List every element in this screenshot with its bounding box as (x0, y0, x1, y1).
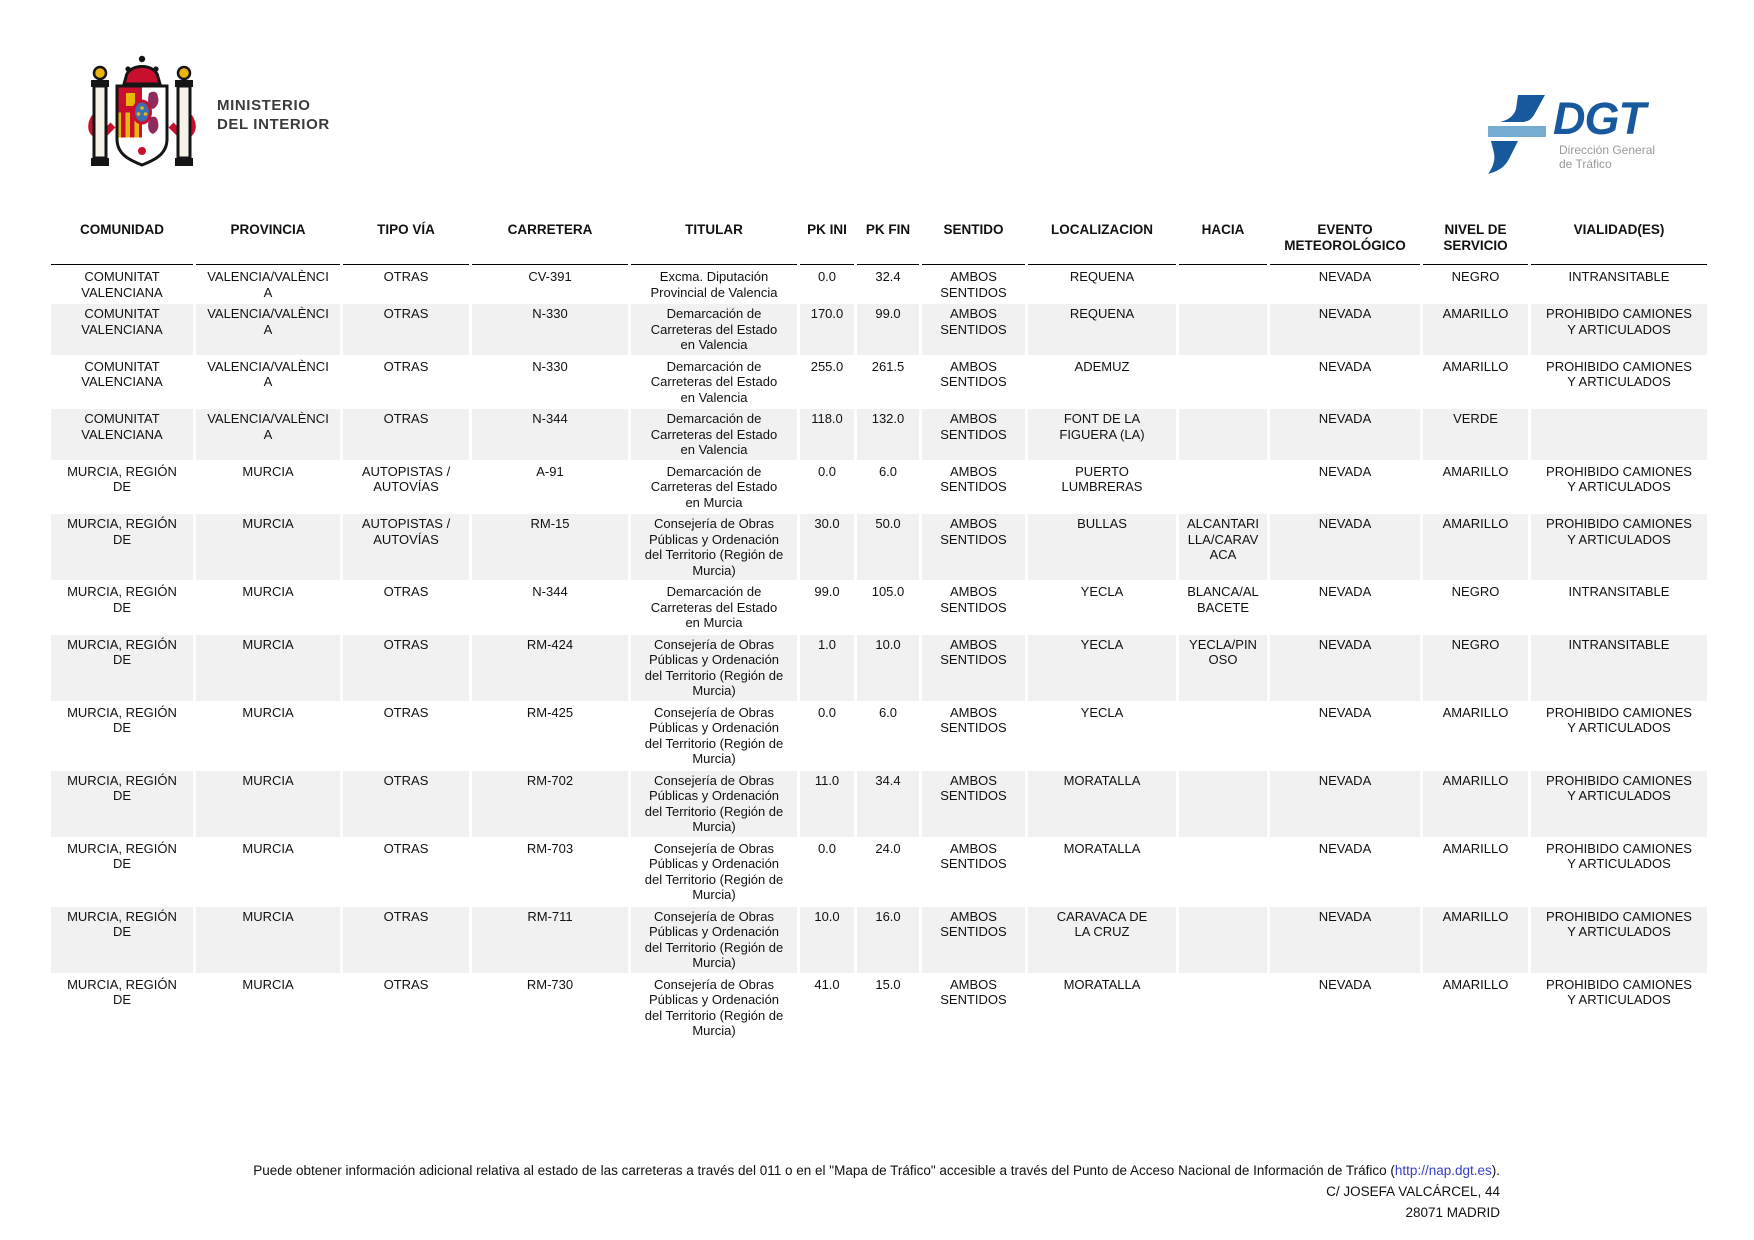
column-header-sentido: SENTIDO (922, 220, 1025, 265)
cell-carretera: RM-702 (472, 771, 628, 837)
cell-pk_fin: 24.0 (875, 840, 901, 856)
cell-pk_ini: 99.0 (814, 584, 840, 599)
cell-vialidad: PROHIBIDO CAMIONES Y ARTICULADOS (1546, 976, 1692, 1007)
cell-localizacion: REQUENA (1069, 269, 1135, 284)
cell-sentido: AMBOS SENTIDOS (940, 840, 1007, 871)
cell-comunidad: MURCIA, REGIÓN DE (51, 907, 193, 973)
dgt-road-icon (1488, 93, 1546, 180)
table-row (51, 839, 1707, 905)
table-row (51, 462, 1707, 513)
table-header-row (51, 220, 1707, 265)
cell-pk_ini: 1.0 (800, 635, 854, 701)
cell-provincia: VALENCIA/VALÈNCIA (196, 409, 340, 460)
cell-nivel: AMARILLO (1442, 358, 1509, 374)
cell-tipo_via: OTRAS (383, 840, 429, 856)
cell-pk_ini: 0.0 (817, 269, 837, 284)
table-row (51, 304, 1707, 355)
footer-info (48, 1160, 1500, 1181)
cell-provincia: MURCIA (242, 976, 294, 992)
cell-pk_ini: 41.0 (814, 976, 840, 992)
cell-titular: Consejería de Obras Públicas y Ordenación del Territorio (Región de Murcia) (631, 514, 797, 580)
cell-carretera: RM-425 (526, 704, 574, 720)
cell-nivel: AMARILLO (1442, 704, 1509, 720)
cell-pk_ini: 0.0 (817, 704, 837, 720)
column-header-tipo_via: TIPO VÍA (343, 220, 469, 265)
cell-localizacion: PUERTO LUMBRERAS (1061, 463, 1143, 494)
cell-pk_fin: 105.0 (871, 584, 905, 599)
cell-localizacion: REQUENA (1028, 304, 1176, 355)
cell-titular: Consejería de Obras Públicas y Ordenación del Territorio (Región de Murcia) (631, 771, 797, 837)
page-footer (48, 1160, 1500, 1223)
cell-titular: Demarcación de Carreteras del Estado en Murcia (650, 463, 778, 510)
cell-provincia: MURCIA (242, 840, 294, 856)
column-header-provincia: PROVINCIA (196, 220, 340, 265)
cell-hacia: YECLA/PINOSO (1179, 635, 1267, 701)
cell-localizacion: YECLA (1080, 584, 1124, 599)
cell-pk_fin: 6.0 (878, 704, 898, 720)
cell-provincia: MURCIA (196, 514, 340, 580)
cell-evento: NEVADA (1318, 463, 1372, 479)
dgt-subtitle-line2: de Tráfico (1559, 157, 1612, 171)
cell-evento: NEVADA (1270, 409, 1420, 460)
cell-provincia: MURCIA (196, 771, 340, 837)
cell-provincia: MURCIA (242, 584, 294, 599)
table-row (51, 267, 1707, 302)
dgt-logo (1488, 93, 1655, 180)
cell-titular: Consejería de Obras Públicas y Ordenación del Territorio (Región de Murcia) (644, 840, 784, 902)
footer-address-line2: 28071 MADRID (1405, 1205, 1500, 1220)
cell-comunidad: MURCIA, REGIÓN DE (51, 514, 193, 580)
cell-carretera: A-91 (536, 463, 564, 479)
cell-localizacion: YECLA (1028, 635, 1176, 701)
cell-comunidad: MURCIA, REGIÓN DE (67, 840, 177, 871)
cell-sentido: AMBOS SENTIDOS (940, 704, 1007, 735)
cell-carretera: RM-703 (526, 840, 574, 856)
table-row (51, 907, 1707, 973)
cell-localizacion: MORATALLA (1063, 976, 1141, 992)
cell-vialidad: PROHIBIDO CAMIONES Y ARTICULADOS (1531, 304, 1707, 355)
cell-pk_ini: 170.0 (800, 304, 854, 355)
cell-provincia: VALENCIA/VALÈNCIA (207, 269, 329, 300)
cell-localizacion: FONT DE LA FIGUERA (LA) (1028, 409, 1176, 460)
table-row (51, 635, 1707, 701)
cell-pk_fin: 16.0 (857, 907, 919, 973)
road-status-table (48, 218, 1710, 1043)
cell-pk_fin: 132.0 (857, 409, 919, 460)
cell-provincia: VALENCIA/VALÈNCIA (207, 358, 329, 389)
cell-localizacion: ADEMUZ (1074, 358, 1130, 374)
cell-provincia: MURCIA (242, 704, 294, 720)
cell-evento: NEVADA (1318, 840, 1372, 856)
cell-tipo_via: OTRAS (383, 584, 429, 599)
cell-tipo_via: OTRAS (383, 976, 429, 992)
cell-titular: Demarcación de Carreteras del Estado en Valencia (650, 358, 778, 405)
cell-titular: Consejería de Obras Públicas y Ordenación del Territorio (Región de Murcia) (631, 907, 797, 973)
cell-vialidad: PROHIBIDO CAMIONES Y ARTICULADOS (1546, 358, 1692, 389)
ministry-logo (87, 55, 197, 186)
cell-carretera: RM-15 (472, 514, 628, 580)
column-header-titular: TITULAR (631, 220, 797, 265)
cell-sentido: AMBOS SENTIDOS (940, 269, 1007, 300)
cell-titular: Demarcación de Carreteras del Estado en Valencia (631, 409, 797, 460)
cell-comunidad: MURCIA, REGIÓN DE (67, 584, 177, 615)
road-status-table-wrapper (48, 218, 1710, 1043)
cell-sentido: AMBOS SENTIDOS (922, 907, 1025, 973)
column-header-comunidad: COMUNIDAD (51, 220, 193, 265)
cell-carretera: N-344 (472, 409, 628, 460)
cell-evento: NEVADA (1318, 269, 1372, 284)
cell-localizacion: MORATALLA (1063, 840, 1141, 856)
cell-provincia: VALENCIA/VALÈNCIA (196, 304, 340, 355)
cell-nivel: AMARILLO (1423, 514, 1528, 580)
cell-pk_ini: 30.0 (800, 514, 854, 580)
cell-provincia: MURCIA (242, 463, 294, 479)
cell-comunidad: COMUNITAT VALENCIANA (51, 409, 193, 460)
cell-pk_fin: 6.0 (878, 463, 898, 479)
column-header-evento: EVENTO METEOROLÓGICO (1270, 220, 1420, 265)
cell-vialidad (1531, 409, 1707, 460)
cell-sentido: AMBOS SENTIDOS (940, 584, 1007, 615)
cell-carretera: N-330 (532, 358, 568, 374)
cell-carretera: RM-711 (472, 907, 628, 973)
footer-address-line1: C/ JOSEFA VALCÁRCEL, 44 (1326, 1184, 1500, 1199)
cell-evento: NEVADA (1318, 584, 1372, 599)
cell-vialidad: PROHIBIDO CAMIONES Y ARTICULADOS (1531, 771, 1707, 837)
footer-link[interactable]: http://nap.dgt.es (1394, 1163, 1492, 1178)
cell-nivel: AMARILLO (1423, 907, 1528, 973)
cell-hacia (1179, 771, 1267, 837)
cell-hacia (1179, 409, 1267, 460)
cell-evento: NEVADA (1318, 704, 1372, 720)
cell-localizacion: MORATALLA (1028, 771, 1176, 837)
cell-sentido: AMBOS SENTIDOS (922, 304, 1025, 355)
cell-hacia (1179, 907, 1267, 973)
cell-comunidad: MURCIA, REGIÓN DE (51, 771, 193, 837)
cell-tipo_via: OTRAS (343, 907, 469, 973)
table-row (51, 703, 1707, 769)
cell-comunidad: MURCIA, REGIÓN DE (51, 635, 193, 701)
cell-sentido: AMBOS SENTIDOS (922, 409, 1025, 460)
cell-titular: Consejería de Obras Públicas y Ordenación del Territorio (Región de Murcia) (631, 635, 797, 701)
cell-titular: Consejería de Obras Públicas y Ordenación del Territorio (Región de Murcia) (644, 976, 784, 1038)
cell-carretera: N-344 (532, 584, 568, 599)
cell-nivel: NEGRO (1423, 635, 1528, 701)
cell-pk_ini: 11.0 (800, 771, 854, 837)
column-header-localizacion: LOCALIZACION (1028, 220, 1176, 265)
cell-pk_fin: 10.0 (857, 635, 919, 701)
cell-sentido: AMBOS SENTIDOS (940, 358, 1007, 389)
table-row (51, 409, 1707, 460)
cell-hacia (1179, 357, 1267, 408)
table-row (51, 514, 1707, 580)
cell-tipo_via: OTRAS (343, 304, 469, 355)
cell-nivel: AMARILLO (1423, 304, 1528, 355)
table-row (51, 771, 1707, 837)
table-row (51, 582, 1707, 633)
cell-localizacion: CARAVACA DE LA CRUZ (1028, 907, 1176, 973)
cell-tipo_via: OTRAS (343, 409, 469, 460)
cell-vialidad: PROHIBIDO CAMIONES Y ARTICULADOS (1531, 514, 1707, 580)
cell-vialidad: INTRANSITABLE (1531, 635, 1707, 701)
cell-comunidad: MURCIA, REGIÓN DE (67, 463, 177, 494)
dgt-subtitle-line1: Dirección General (1559, 143, 1656, 157)
cell-vialidad: INTRANSITABLE (1568, 584, 1670, 599)
cell-nivel: VERDE (1423, 409, 1528, 460)
cell-evento: NEVADA (1318, 358, 1372, 374)
cell-hacia (1179, 462, 1267, 513)
cell-carretera: RM-424 (472, 635, 628, 701)
cell-tipo_via: OTRAS (383, 358, 429, 374)
table-row (51, 975, 1707, 1041)
cell-sentido: AMBOS SENTIDOS (922, 635, 1025, 701)
cell-comunidad: COMUNITAT VALENCIANA (81, 358, 163, 389)
cell-vialidad: PROHIBIDO CAMIONES Y ARTICULADOS (1546, 704, 1692, 735)
cell-comunidad: MURCIA, REGIÓN DE (67, 976, 177, 1007)
cell-titular: Demarcación de Carreteras del Estado en Valencia (631, 304, 797, 355)
cell-pk_fin: 50.0 (857, 514, 919, 580)
cell-evento: NEVADA (1270, 304, 1420, 355)
cell-nivel: AMARILLO (1423, 771, 1528, 837)
cell-hacia (1179, 703, 1267, 769)
cell-nivel: NEGRO (1451, 584, 1500, 599)
footer-info-text-end: ). (1491, 1163, 1500, 1178)
cell-vialidad: PROHIBIDO CAMIONES Y ARTICULADOS (1546, 840, 1692, 871)
cell-hacia: ALCANTARILLA/CARAVACA (1179, 514, 1267, 580)
cell-pk_ini: 0.0 (817, 463, 837, 479)
column-header-carretera: CARRETERA (472, 220, 628, 265)
cell-comunidad: MURCIA, REGIÓN DE (67, 704, 177, 735)
cell-hacia (1179, 975, 1267, 1041)
cell-pk_fin: 32.4 (875, 269, 901, 284)
footer-info-text: Puede obtener información adicional relativa al estado de las carreteras a través del 011 o en el "Mapa de Tráfico" accesible a través del Punto de Acceso Nacional de Información de Tráfico ( (253, 1163, 1395, 1178)
column-header-pk_fin: PK FIN (857, 220, 919, 265)
cell-evento: NEVADA (1318, 976, 1372, 992)
cell-titular: Excma. Diputación Provincial de Valencia (650, 269, 778, 300)
cell-pk_fin: 15.0 (875, 976, 901, 992)
cell-localizacion: BULLAS (1028, 514, 1176, 580)
cell-hacia (1179, 839, 1267, 905)
cell-pk_fin: 261.5 (871, 358, 905, 374)
cell-sentido: AMBOS SENTIDOS (922, 514, 1025, 580)
cell-nivel: NEGRO (1451, 269, 1500, 284)
cell-tipo_via: OTRAS (343, 771, 469, 837)
ministry-name-line1: MINISTERIO (217, 97, 311, 114)
cell-pk_fin: 34.4 (857, 771, 919, 837)
cell-pk_fin: 99.0 (857, 304, 919, 355)
dgt-subtitle (1559, 143, 1655, 171)
cell-pk_ini: 118.0 (800, 409, 854, 460)
cell-tipo_via: OTRAS (383, 269, 429, 284)
column-header-nivel: NIVEL DE SERVICIO (1423, 220, 1528, 265)
cell-evento: NEVADA (1270, 771, 1420, 837)
page-header (0, 0, 1754, 218)
cell-nivel: AMARILLO (1442, 840, 1509, 856)
cell-comunidad: COMUNITAT VALENCIANA (51, 304, 193, 355)
cell-sentido: AMBOS SENTIDOS (922, 771, 1025, 837)
cell-evento: NEVADA (1270, 635, 1420, 701)
dgt-acronym: DGT (1553, 93, 1645, 144)
spain-coat-of-arms-icon (87, 168, 197, 185)
cell-titular: Consejería de Obras Públicas y Ordenación del Territorio (Región de Murcia) (644, 704, 784, 766)
cell-vialidad: PROHIBIDO CAMIONES Y ARTICULADOS (1531, 907, 1707, 973)
cell-pk_ini: 0.0 (817, 840, 837, 856)
column-header-hacia: HACIA (1179, 220, 1267, 265)
cell-hacia: BLANCA/ALBACETE (1187, 584, 1259, 615)
cell-tipo_via: OTRAS (343, 635, 469, 701)
cell-hacia (1179, 267, 1267, 302)
cell-hacia (1179, 304, 1267, 355)
cell-tipo_via: AUTOPISTAS / AUTOVÍAS (343, 514, 469, 580)
cell-pk_ini: 255.0 (810, 358, 844, 374)
cell-nivel: AMARILLO (1442, 976, 1509, 992)
cell-tipo_via: OTRAS (383, 704, 429, 720)
cell-carretera: N-330 (472, 304, 628, 355)
cell-vialidad: PROHIBIDO CAMIONES Y ARTICULADOS (1546, 463, 1692, 494)
cell-evento: NEVADA (1270, 514, 1420, 580)
cell-carretera: RM-730 (526, 976, 574, 992)
cell-nivel: AMARILLO (1442, 463, 1509, 479)
cell-carretera: CV-391 (528, 269, 572, 284)
cell-sentido: AMBOS SENTIDOS (940, 976, 1007, 1007)
cell-comunidad: COMUNITAT VALENCIANA (81, 269, 163, 300)
cell-pk_ini: 10.0 (800, 907, 854, 973)
ministry-name-line2: DEL INTERIOR (217, 116, 330, 133)
cell-localizacion: YECLA (1080, 704, 1124, 720)
cell-sentido: AMBOS SENTIDOS (940, 463, 1007, 494)
cell-titular: Demarcación de Carreteras del Estado en Murcia (650, 584, 778, 630)
cell-evento: NEVADA (1270, 907, 1420, 973)
cell-provincia: MURCIA (196, 635, 340, 701)
cell-vialidad: INTRANSITABLE (1568, 269, 1670, 284)
column-header-vialidad: VIALIDAD(ES) (1531, 220, 1707, 265)
table-row (51, 357, 1707, 408)
ministry-name (217, 96, 330, 134)
cell-tipo_via: AUTOPISTAS / AUTOVÍAS (361, 463, 451, 494)
cell-provincia: MURCIA (196, 907, 340, 973)
column-header-pk_ini: PK INI (800, 220, 854, 265)
